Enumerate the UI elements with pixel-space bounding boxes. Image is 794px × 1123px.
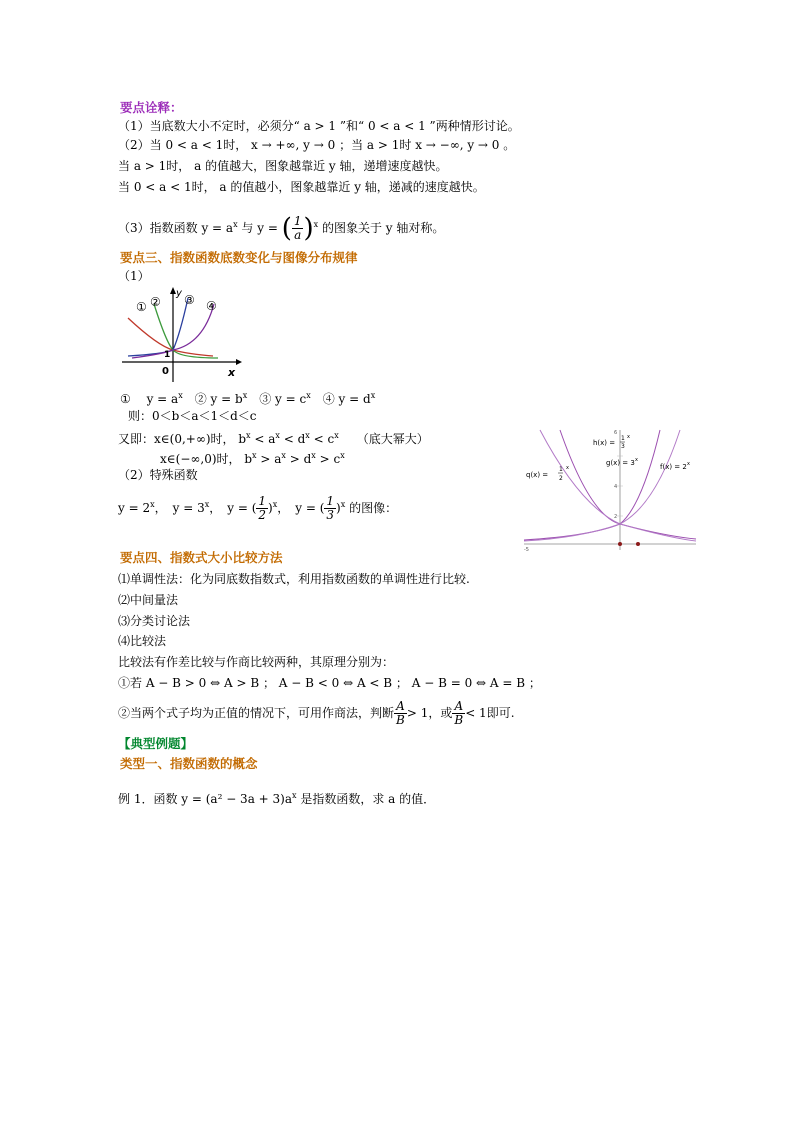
also2-sup-d: x [311, 451, 316, 460]
third-den: 3 [326, 508, 335, 522]
graph-label-4: ④ [206, 299, 217, 313]
funcs-line [120, 388, 375, 407]
graph-axis-x: x [228, 366, 236, 379]
rg-tick-top: 6 [614, 430, 618, 436]
also2-sup-c: x [340, 451, 345, 460]
graph-one: 1 [164, 350, 171, 360]
example-1-sup: x [292, 791, 297, 800]
also2-mid3: > c [315, 452, 341, 466]
also2-sup-a: x [281, 451, 286, 460]
also1-tail: （底大幂大） [338, 432, 429, 446]
x-axis-arrow [236, 359, 242, 365]
explain-line-1: （1）当底数大小不定时，必须分“ a > 1 ”和“ 0 < a < 1 ”两种情形讨论。 [118, 119, 520, 133]
heading-type1: 类型一、指数函数的概念 [120, 756, 258, 771]
half-num: 1 [258, 494, 267, 508]
rg-q-label: q(x) = [526, 471, 549, 479]
rg-f-sup: x [687, 461, 690, 467]
func-d-sup: x [370, 391, 376, 400]
explain-frac-num: 1 [293, 214, 302, 228]
order-line: 则：0＜b＜a＜1＜d＜c [128, 409, 257, 423]
rg-h-num: 1 [621, 435, 625, 442]
also1-mid: < a [250, 432, 276, 446]
special-third-close: ) [336, 501, 341, 515]
func-b: ② y = b [182, 392, 243, 406]
func-a: ① y = a [120, 392, 179, 406]
special-tail: 的图像： [345, 501, 398, 515]
special-functions-graph [520, 426, 700, 552]
also1-pre: 又即：x∈(0,+∞)时， b [118, 432, 247, 446]
func-c: ③ y = c [247, 392, 307, 406]
rg-tick-low: 2 [614, 514, 618, 520]
graph-label-1: ① [136, 300, 147, 314]
method-7 [118, 696, 515, 730]
special-half-close: ) [268, 501, 273, 515]
special-half-open: ， y = ( [209, 501, 257, 515]
special-funcs-line [118, 488, 397, 525]
explain-line-5-post: 的图象关于 y 轴对称。 [318, 221, 445, 235]
graph-label-2: ② [150, 295, 161, 309]
explain-frac-den: a [294, 228, 302, 242]
rg-g-sup: x [635, 457, 638, 463]
also-line-1 [118, 428, 429, 447]
special-third-open: ， y = ( [277, 501, 325, 515]
also1-sup-b: x [246, 431, 251, 440]
method-7-mid: > 1，或 [406, 706, 453, 720]
special-3x-sup: x [204, 500, 210, 509]
ab-num-2: A [452, 700, 465, 714]
also1-sup-c: x [334, 431, 339, 440]
graph-origin: 0 [162, 366, 169, 377]
keypoint3-sub2: （2）特殊函数 [118, 468, 198, 482]
heading-examples: 【典型例题】 [118, 736, 194, 751]
example-1-main: 例 1．函数 y = (a² − 3a + 3)a [118, 792, 293, 806]
also2-pre: x∈(−∞,0)时， b [160, 452, 253, 466]
func-b-sup: x [242, 391, 248, 400]
method-5: 比较法有作差比较与作商比较两种，其原理分别为： [118, 655, 395, 669]
curve-g [524, 430, 660, 540]
rg-q-sup: x [566, 465, 569, 471]
third-num: 1 [326, 494, 335, 508]
explain-line-5: （3）指数函数 $y = a^x$ 与 y = ( $\frac{1}{a}$ )$^x$ 的图象关于 y 轴对称。 [118, 213, 445, 244]
special-2x-sup: x [150, 500, 155, 509]
explain-line-3: 当 a > 1时， a 的值越大，图象越靠近 y 轴，递增速度越快。 [118, 159, 448, 173]
func-d: ④ y = d [310, 392, 371, 406]
example-1 [118, 788, 435, 807]
example-1-tail: 是指数函数，求 a 的值． [296, 792, 436, 806]
method-2: ⑵中间量法 [118, 593, 179, 607]
also-line-2 [160, 448, 345, 467]
keypoint3-sub1: （1） [118, 269, 150, 283]
also2-mid: > a [256, 452, 282, 466]
rg-h-label: h(x) = [593, 439, 616, 447]
also1-mid3: < c [309, 432, 335, 446]
special-half-sup: x [272, 500, 278, 509]
explain-line-5-sup: x [233, 220, 238, 229]
special-3x: ， y = 3 [154, 501, 205, 515]
method-6: ①若 A − B > 0 ⇔ A > B ； A − B < 0 ⇔ A < B ； A − B = 0 ⇔ A = B ； [118, 676, 541, 690]
also1-mid2: < d [279, 432, 306, 446]
func-a-sup: x [178, 391, 183, 400]
method-3: ⑶分类讨论法 [118, 614, 191, 628]
method-7-post: < 1即可. [465, 706, 515, 720]
graph-label-3: ③ [184, 293, 195, 307]
also2-sup-b: x [252, 451, 257, 460]
method-4: ⑷比较法 [118, 634, 167, 648]
rg-q-num: 1 [559, 466, 563, 473]
special-third-sup: x [340, 500, 346, 509]
explain-line-2: （2）当 0 < a < 1时， x → +∞, y → 0 ；当 a > 1时 x → −∞, y → 0 。 [118, 138, 516, 152]
rg-tick-mid: 4 [614, 484, 618, 490]
rg-h-sup: x [627, 434, 630, 440]
rg-g-label: g(x) = 3 [606, 459, 635, 467]
ab-den-1: B [396, 713, 405, 727]
method-1: ⑴单调性法：化为同底数指数式，利用指数函数的单调性进行比较. [118, 572, 470, 586]
func-c-sup: x [306, 391, 311, 400]
heading-keypoint-explain: 要点诠释： [120, 100, 183, 115]
ab-num-1: A [394, 700, 407, 714]
rg-point-1 [618, 542, 622, 546]
special-2x: y = 2 [118, 501, 151, 515]
heading-keypoint4: 要点四、指数式大小比较方法 [120, 550, 283, 565]
curve-h [560, 430, 696, 539]
rg-f-label: f(x) = 2 [660, 463, 687, 471]
also2-mid2: > d [285, 452, 312, 466]
also1-sup-a: x [275, 431, 280, 440]
explain-line-4: 当 0 < a < 1时， a 的值越小，图象越靠近 y 轴，递减的速度越快。 [118, 180, 485, 194]
rg-h-den: 3 [621, 443, 625, 450]
half-den: 2 [258, 508, 267, 522]
rg-q-den: 2 [559, 475, 563, 482]
rg-tick-left: -5 [524, 547, 529, 552]
rg-point-2 [636, 542, 640, 546]
exponential-curves-graph [118, 284, 242, 384]
heading-keypoint3: 要点三、指数函数底数变化与图像分布规律 [120, 250, 358, 265]
also1-sup-d: x [305, 431, 310, 440]
method-7-pre: ②当两个式子均为正值的情况下，可用作商法，判断 [118, 706, 395, 720]
explain-line-5-pre: （3）指数函数 y = a [118, 221, 234, 235]
ab-den-2: B [454, 713, 464, 727]
graph-axis-y: y [176, 288, 182, 299]
explain-line-5-mid: 与 y = [237, 221, 282, 235]
explain-line-5-sup2: x [313, 220, 319, 229]
